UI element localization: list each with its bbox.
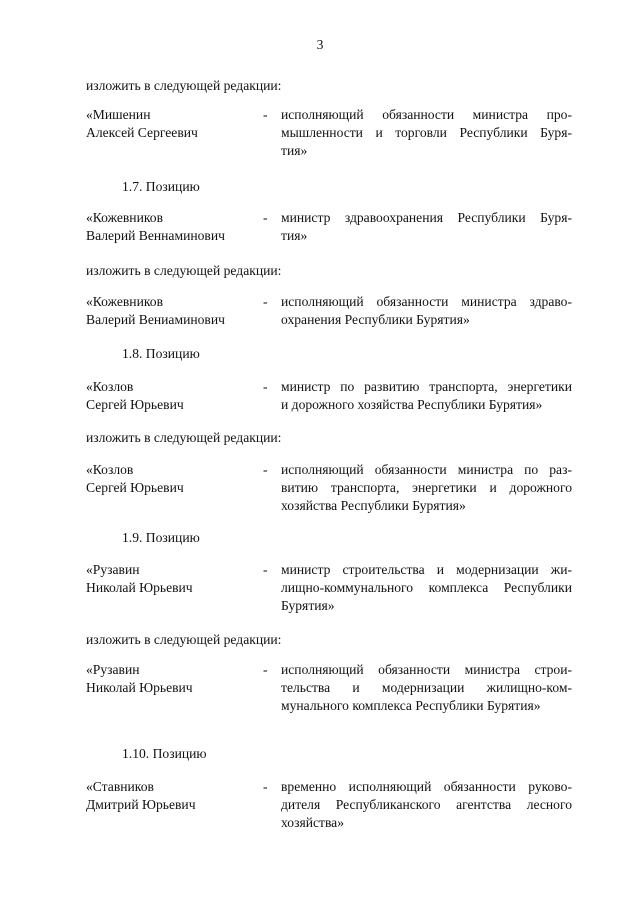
position-description-line: тия» [281, 228, 308, 243]
dash-separator: - [263, 562, 268, 577]
position-description [281, 106, 572, 160]
person-name-line: Алексей Сергеевич [86, 125, 198, 140]
person-name-line: «Рузавин [86, 662, 140, 677]
dash-separator: - [263, 294, 268, 309]
dash-separator: - [263, 107, 268, 122]
position-description-line: дителя Республиканского агентства лесного [281, 797, 572, 812]
person-name-line: Николай Юрьевич [86, 680, 193, 695]
section-heading: 1.7. Позицию [122, 179, 200, 194]
person-name-line: «Ставников [86, 779, 154, 794]
section-heading: 1.9. Позицию [122, 530, 200, 545]
position-description-line: охранения Республики Бурятия» [281, 312, 470, 327]
position-description-line: витию транспорта, энергетики и дорожного [281, 480, 572, 495]
position-description-line: мунального комплекса Республики Бурятия» [281, 698, 541, 713]
position-description-line: лищно-коммунального комплекса Республики [281, 580, 572, 595]
position-description-line: министр строительства и модернизации жи- [281, 562, 572, 577]
position-description-line: и дорожного хозяйства Республики Бурятия» [281, 397, 543, 412]
position-description-line: временно исполняющий обязанности руково- [281, 779, 572, 794]
position-description [281, 209, 572, 245]
position-description-line: мышленности и торговли Республики Буря- [281, 125, 572, 140]
person-name-line: Сергей Юрьевич [86, 480, 184, 495]
person-name [86, 778, 256, 814]
instruction-text: изложить в следующей редакции: [86, 78, 282, 93]
person-name-line: «Козлов [86, 462, 134, 477]
position-description [281, 461, 572, 515]
dash-separator: - [263, 662, 268, 677]
position-description [281, 661, 572, 715]
instruction-text: изложить в следующей редакции: [86, 263, 282, 278]
position-description [281, 293, 572, 329]
position-description-line: исполняющий обязанности министра про- [281, 107, 572, 122]
instruction-text: изложить в следующей редакции: [86, 632, 282, 647]
dash-separator: - [263, 379, 268, 394]
position-description-line: хозяйства Республики Бурятия» [281, 498, 466, 513]
person-name [86, 661, 256, 697]
dash-separator: - [263, 462, 268, 477]
dash-separator: - [263, 779, 268, 794]
person-name [86, 378, 256, 414]
position-description [281, 778, 572, 832]
section-heading: 1.8. Позицию [122, 346, 200, 361]
person-name [86, 209, 256, 245]
position-description-line: исполняющий обязанности министра строи- [281, 662, 572, 677]
position-description-line: министр по развитию транспорта, энергетики [281, 379, 572, 394]
position-description-line: хозяйства» [281, 815, 345, 830]
position-description [281, 378, 572, 414]
dash-separator: - [263, 210, 268, 225]
page-number: 3 [316, 37, 324, 52]
person-name-line: «Козлов [86, 379, 134, 394]
person-name-line: Дмитрий Юрьевич [86, 797, 196, 812]
person-name [86, 561, 256, 597]
instruction-text: изложить в следующей редакции: [86, 430, 282, 445]
position-description-line: тельства и модернизации жилищно-ком- [281, 680, 572, 695]
person-name-line: Валерий Вениаминович [86, 312, 225, 327]
person-name-line: «Кожевников [86, 294, 163, 309]
position-description [281, 561, 572, 615]
position-description-line: исполняющий обязанности министра по раз- [281, 462, 572, 477]
section-heading: 1.10. Позицию [122, 746, 207, 761]
person-name-line: «Мишенин [86, 107, 151, 122]
person-name-line: Николай Юрьевич [86, 580, 193, 595]
position-description-line: исполняющий обязанности министра здраво- [281, 294, 572, 309]
person-name-line: «Рузавин [86, 562, 140, 577]
person-name [86, 293, 256, 329]
position-description-line: тия» [281, 143, 308, 158]
position-description-line: Бурятия» [281, 598, 335, 613]
person-name-line: Сергей Юрьевич [86, 397, 184, 412]
person-name [86, 461, 256, 497]
person-name-line: «Кожевников [86, 210, 163, 225]
person-name [86, 106, 256, 142]
position-description-line: министр здравоохранения Республики Буря- [281, 210, 572, 225]
person-name-line: Валерий Веннаминович [86, 228, 225, 243]
